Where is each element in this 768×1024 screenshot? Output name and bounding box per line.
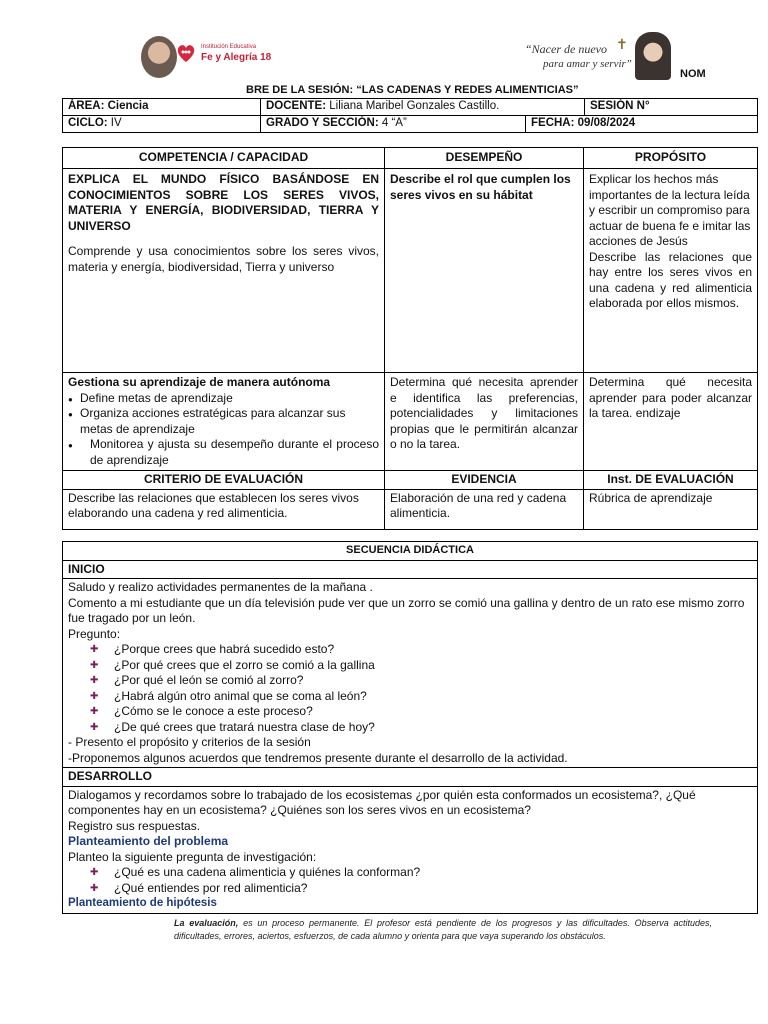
desempeno-cell-1 xyxy=(385,169,584,373)
hypothesis-heading: Planteamiento de hipótesis xyxy=(68,897,217,909)
arrow-bullet-icon: ✚ xyxy=(90,721,99,733)
instrumento-cell: Rúbrica de aprendizaje xyxy=(584,489,758,529)
competency-title: EXPLICA EL MUNDO FÍSICO BASÁNDOSE EN CONOCIMIENTOS SOBRE LOS SERES VIVOS, MATERIA Y ENERGÍA, BIODIVERSIDAD, TIERRA Y UNIVERSO xyxy=(68,172,379,233)
desempeno-text-2: Determina qué necesita aprender e identifica las preferencias, potencialidades y limitaciones propias que le permitirán alcanzar o no la tarea. xyxy=(390,375,578,451)
inicio-p1: Saludo y realizo actividades permanentes de la mañana . xyxy=(68,580,373,594)
saint-portrait-left-icon xyxy=(141,36,177,78)
question-item: ✚ ¿De qué crees que tratará nuestra clase de hoy? xyxy=(90,719,375,734)
des-p2: Registro sus respuestas. xyxy=(68,818,201,833)
arrow-bullet-icon: ✚ xyxy=(90,644,99,655)
competency-table xyxy=(62,147,758,530)
motto-line2: para amar y servir” xyxy=(543,58,632,70)
question-item: ✚ ¿Habrá algún otro animal que se coma al león? xyxy=(90,688,367,703)
proposito-text-3: Determina qué necesita aprender para poder alcanzar la tarea. endizaje xyxy=(589,375,752,420)
header-evidencia: EVIDENCIA xyxy=(385,471,584,490)
inicio-p5: -Proponemos algunos acuerdos que tendremos presente durante el desarrollo de la actividad. xyxy=(68,750,568,765)
problem-heading: Planteamiento del problema xyxy=(68,834,229,848)
session-title: BRE DE LA SESIÓN: “LAS CADENAS Y REDES ALIMENTICIAS” xyxy=(246,84,579,96)
des-p3: Planteo la siguiente pregunta de investigación: xyxy=(68,849,317,864)
nom-label: NOM xyxy=(680,68,706,80)
header-criterio: CRITERIO DE EVALUACIÓN xyxy=(63,471,385,490)
sequence-title: SECUENCIA DIDÁCTICA xyxy=(63,542,758,561)
arrow-bullet-icon: ✚ xyxy=(90,690,99,702)
desarrollo-label: DESARROLLO xyxy=(63,768,758,787)
proposito-cell-2 xyxy=(584,373,758,471)
question-item: ✚ ¿Porque crees que habrá sucedido esto? xyxy=(90,642,335,656)
proposito-text-1: Explicar los hechos más importantes de la lectura leída y escribir un compromiso para actuar de buena fe e imitar las acciones de Jesús xyxy=(589,172,751,248)
inicio-p2: Comento a mi estudiante que un día televisión pude ver que un zorro se comió una gallina y dentro de un rato ese mismo zorro fue tragado por un león. xyxy=(68,595,745,625)
header-competencia: COMPETENCIA / CAPACIDAD xyxy=(63,148,385,169)
desempeno-cell-2 xyxy=(385,373,584,471)
competency-cell-2 xyxy=(63,373,385,471)
capacity-text: Comprende y usa conocimientos sobre los seres vivos, materia y energía, biodiversidad, Tierra y universo xyxy=(68,244,379,274)
info-table xyxy=(62,98,758,133)
arrow-bullet-icon: ✚ xyxy=(90,882,99,894)
desarrollo-content xyxy=(63,786,758,913)
motto-line1: “Nacer de nuevo xyxy=(525,42,607,56)
criterio-cell: Describe las relaciones que establecen los seres vivos elaborando una cadena y red alimenticia. xyxy=(63,489,385,529)
desempeno-text: Describe el rol que cumplen los seres vivos en su hábitat xyxy=(390,172,571,202)
question-item: ✚ ¿Por qué crees que el zorro se comió a la gallina xyxy=(90,657,375,672)
inicio-p4: - Presento el propósito y criterios de la sesión xyxy=(68,735,311,749)
header-banner xyxy=(113,28,678,80)
school-name: Fe y Alegría 18 xyxy=(201,52,272,63)
arrow-bullet-icon: ✚ xyxy=(90,675,99,686)
header-instrumento: Inst. DE EVALUACIÓN xyxy=(584,471,758,490)
sequence-table xyxy=(62,541,758,914)
header-proposito: PROPÓSITO xyxy=(584,148,758,169)
inicio-p3: Pregunto: xyxy=(68,626,121,641)
evaluation-footnote: La evaluación, es un proceso permanente. El profesor está pendiente de los progresos y las dificultades. Observa actitudes, dificultades, errores, aciertos, esfuerzos, de cada alumno y orienta para que vaya superando los obstáculos. xyxy=(174,918,713,941)
arrow-bullet-icon: ✚ xyxy=(90,706,99,717)
school-name-small: Institución Educativa xyxy=(201,44,257,50)
capacity-item: ● Define metas de aprendizaje xyxy=(68,391,379,407)
arrow-bullet-icon: ✚ xyxy=(90,867,99,878)
capacity-item: ● Organiza acciones estratégicas para alcanzar sus metas de aprendizaje xyxy=(68,406,379,437)
arrow-bullet-icon: ✚ xyxy=(90,659,99,671)
grado-cell: GRADO Y SECCIÓN: 4 “A” xyxy=(261,116,526,133)
area-cell: ÁREA: Ciencia xyxy=(63,99,261,116)
question-item: ✚ ¿Por qué el león se comió al zorro? xyxy=(90,673,304,687)
saint-portrait-right-icon xyxy=(635,32,671,80)
inicio-content xyxy=(63,579,758,768)
cross-icon: ✝ xyxy=(616,36,628,52)
evidencia-cell: Elaboración de una red y cadena alimenticia. xyxy=(385,489,584,529)
inicio-label: INICIO xyxy=(63,560,758,579)
header-desempeno: DESEMPEÑO xyxy=(385,148,584,169)
competency-title-2: Gestiona su aprendizaje de manera autónoma xyxy=(68,375,331,389)
sesion-cell: SESIÓN N° xyxy=(585,99,758,116)
proposito-text-2: Describe las relaciones que hay entre los seres vivos en una cadena y red alimenticia elaborada por ellos mismos. xyxy=(589,249,752,310)
research-question-item: ✚ ¿Qué es una cadena alimenticia y quiénes la conforman? xyxy=(90,865,421,879)
ciclo-cell: CICLO: IV xyxy=(63,116,261,133)
fecha-cell: FECHA: 09/08/2024 xyxy=(526,116,758,133)
proposito-cell-1 xyxy=(584,169,758,373)
capacity-item: ● Monitorea y ajusta su desempeño durante el proceso de aprendizaje xyxy=(68,437,379,468)
competency-cell-1 xyxy=(63,169,385,373)
research-question-item: ✚ ¿Qué entiendes por red alimenticia? xyxy=(90,880,308,895)
des-p1: Dialogamos y recordamos sobre lo trabajado de los ecosistemas ¿por quién esta conformados un ecosistema?, ¿Qué componentes hay en un ecosistema? ¿Quiénes son los seres vivos en un ecosistema? xyxy=(68,787,696,817)
docente-cell: DOCENTE: Liliana Maribel Gonzales Castillo. xyxy=(261,99,585,116)
fe-y-alegria-logo-icon xyxy=(175,42,197,64)
question-item: ✚ ¿Cómo se le conoce a este proceso? xyxy=(90,704,313,718)
